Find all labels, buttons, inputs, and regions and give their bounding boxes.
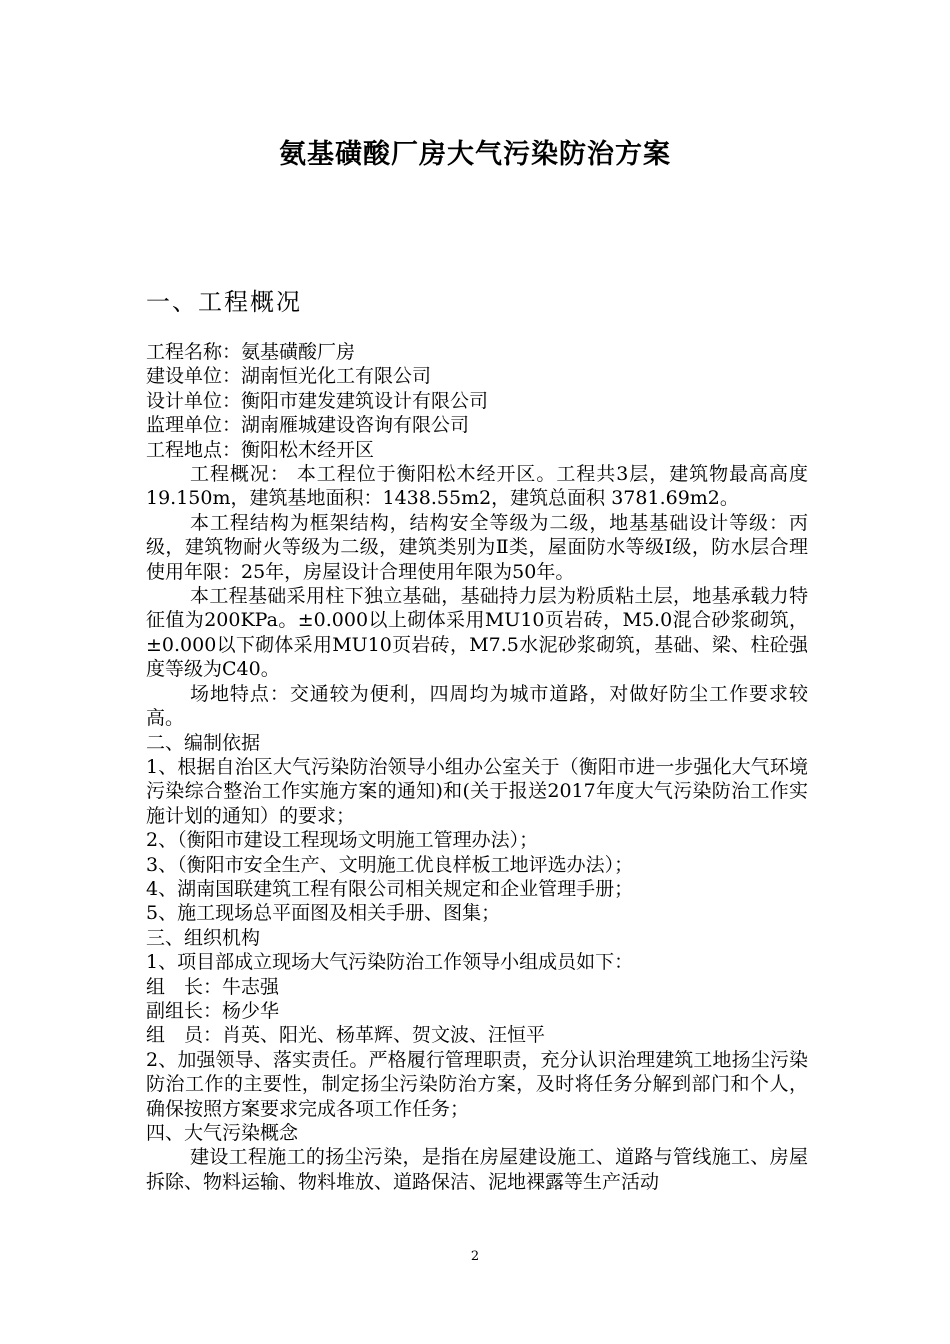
concept-paragraph: 建设工程施工的扬尘污染，是指在房屋建设施工、道路与管线施工、房屋拆除、物料运输、物料堆放、道路保洁、泥地裸露等生产活动	[146, 1146, 808, 1193]
project-designer: 设计单位：衡阳市建发建筑设计有限公司	[146, 389, 489, 412]
structure-paragraph: 本工程结构为框架结构，结构安全等级为二级，地基基础设计等级：丙级，建筑物耐火等级为二级，建筑类别为Ⅱ类，屋面防水等级Ⅰ级，防水层合理使用年限：25年，房屋设计合理使用年限为50年。	[146, 511, 808, 583]
site-paragraph: 场地特点：交通较为便利，四周均为城市道路，对做好防尘工作要求较高。	[146, 682, 808, 730]
project-name: 工程名称：氨基磺酸厂房	[146, 341, 356, 363]
member-leader: 组 长：牛志强	[146, 975, 280, 998]
basis-item: 1、根据自治区大气污染防治领导小组办公室关于（衡阳市进一步强化大气环境污染综合整治工作实施方案的通知)和(关于报送2017年度大气污染防治工作实施计划的通知）的要求；	[146, 755, 808, 827]
organization-item: 1、项目部成立现场大气污染防治工作领导小组成员如下：	[146, 951, 634, 974]
section-heading-organization: 三、组织机构	[146, 926, 261, 949]
basis-item: 4、湖南国联建筑工程有限公司相关规定和企业管理手册；	[146, 877, 634, 900]
page-number: 2	[470, 1249, 480, 1264]
overview-paragraph: 工程概况： 本工程位于衡阳松木经开区。工程共3层，建筑物最高高度19.150m，建筑基地面积：1438.55m2，建筑总面积 3781.69m2。	[146, 463, 808, 510]
project-supervisor: 监理单位：湖南雁城建设咨询有限公司	[146, 414, 470, 437]
document-title: 氨基磺酸厂房大气污染防治方案	[279, 139, 671, 170]
member-deputy: 副组长：杨少华	[146, 999, 280, 1022]
member-staff: 组 员：肖英、阳光、杨革辉、贺文波、汪恒平	[146, 1024, 546, 1047]
section-heading-overview: 一、工程概况	[146, 288, 302, 316]
section-heading-basis: 二、编制依据	[146, 731, 261, 754]
section-heading-concept: 四、大气污染概念	[146, 1122, 299, 1144]
document-body	[146, 340, 808, 1194]
basis-item: 2、（衡阳市建设工程现场文明施工管理办法）；	[146, 829, 539, 852]
organization-item: 2、加强领导、落实责任。严格履行管理职责，充分认识治理建筑工地扬尘污染防治工作的主要性，制定扬尘污染防治方案，及时将任务分解到部门和个人，确保按照方案要求完成各项工作任务；	[146, 1048, 808, 1120]
basis-item: 3、（衡阳市安全生产、文明施工优良样板工地评选办法）；	[146, 853, 634, 876]
project-location: 工程地点：衡阳松木经开区	[146, 438, 375, 461]
foundation-paragraph: 本工程基础采用柱下独立基础，基础持力层为粉质粘土层，地基承载力特征值为200KPa。±0.000以上砌体采用MU10页岩砖，M5.0混合砂浆砌筑，±0.000以下砌体采用MU10页岩砖，M7.5水泥砂浆砌筑，基础、梁、柱砼强度等级为C40。	[146, 585, 808, 681]
basis-item: 5、施工现场总平面图及相关手册、图集；	[146, 902, 501, 925]
project-builder: 建设单位：湖南恒光化工有限公司	[146, 365, 432, 388]
